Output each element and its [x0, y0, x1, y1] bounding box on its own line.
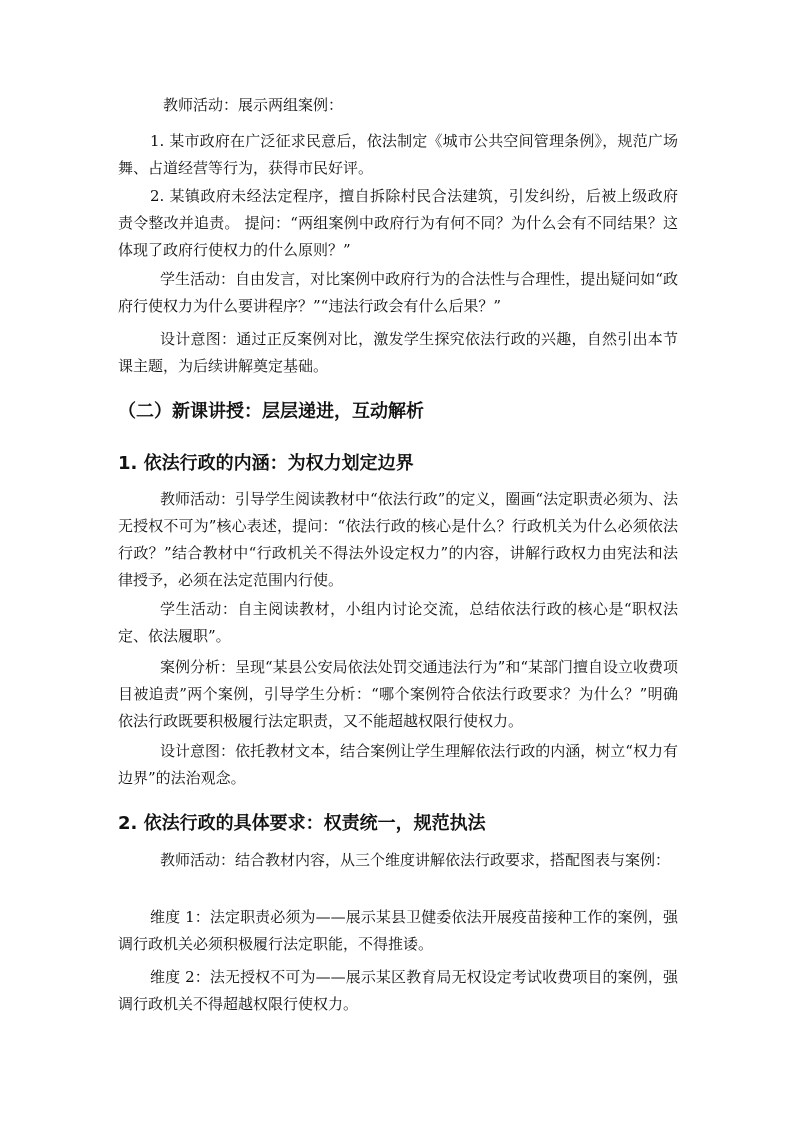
part1-teacher-activity: 教师活动：引导学生阅读教材中“依法行政”的定义，圈画“法定职责必须为、法无授权不可为”核心表述，提问：“依法行政的核心是什么？行政机关为什么必须依法行政？”结合教材中“行政机关不得法外设定权力”的内容，讲解行政权力由宪法和法律授予，必须在法定范围内行使。	[118, 490, 679, 589]
part2-dimension-2: 维度 2：法无授权不可为——展示某区教育局无权设定考试收费项目的案例，强调行政机关不得超越权限行使权力。	[118, 968, 678, 1013]
part2-dimension-1: 维度 1：法定职责必须为——展示某县卫健委依法开展疫苗接种工作的案例，强调行政机关必须积极履行法定职能，不得推诿。	[118, 908, 678, 953]
intro-design-intent: 设计意图：通过正反案例对比，激发学生探究依法行政的兴趣，自然引出本节课主题，为后续讲解奠定基础。	[118, 330, 678, 375]
intro-teacher-activity: 教师活动：展示两组案例：	[163, 96, 344, 114]
intro-case-2: 2. 某镇政府未经法定程序，擅自拆除村民合法建筑，引发纠纷，后被上级政府责令整改并追责。 提问：“两组案例中政府行为有何不同？为什么会有不同结果？这体现了政府行使权力的什么原则？”	[118, 187, 678, 259]
part1-case-analysis: 案例分析：呈现“某县公安局依法处罚交通违法行为”和“某部门擅自设立收费项目被追责”两个案例，引导学生分析：“哪个案例符合依法行政要求？为什么？”明确依法行政既要积极履行法定职责，又不能超越权限行使权力。	[118, 658, 679, 730]
part2-heading: 2. 依法行政的具体要求：权责统一，规范执法	[118, 813, 486, 834]
intro-student-activity: 学生活动：自由发言，对比案例中政府行为的合法性与合理性，提出疑问如“政府行使权力为什么要讲程序？”“违法行政会有什么后果？”	[118, 270, 678, 315]
part1-student-activity: 学生活动：自主阅读教材，小组内讨论交流，总结依法行政的核心是“职权法定、依法履职”。	[118, 600, 678, 645]
intro-case-1: 1. 某市政府在广泛征求民意后，依法制定《城市公共空间管理条例》，规范广场舞、占道经营等行为，获得市民好评。	[118, 132, 678, 177]
part1-heading: 1. 依法行政的内涵：为权力划定边界	[118, 453, 414, 474]
section-heading-new-lesson: （二）新课讲授：层层递进，互动解析	[118, 401, 424, 422]
part1-design-intent: 设计意图：依托教材文本，结合案例让学生理解依法行政的内涵，树立“权力有边界”的法治观念。	[118, 742, 678, 787]
part2-teacher-activity: 教师活动：结合教材内容，从三个维度讲解依法行政要求，搭配图表与案例：	[160, 851, 671, 869]
